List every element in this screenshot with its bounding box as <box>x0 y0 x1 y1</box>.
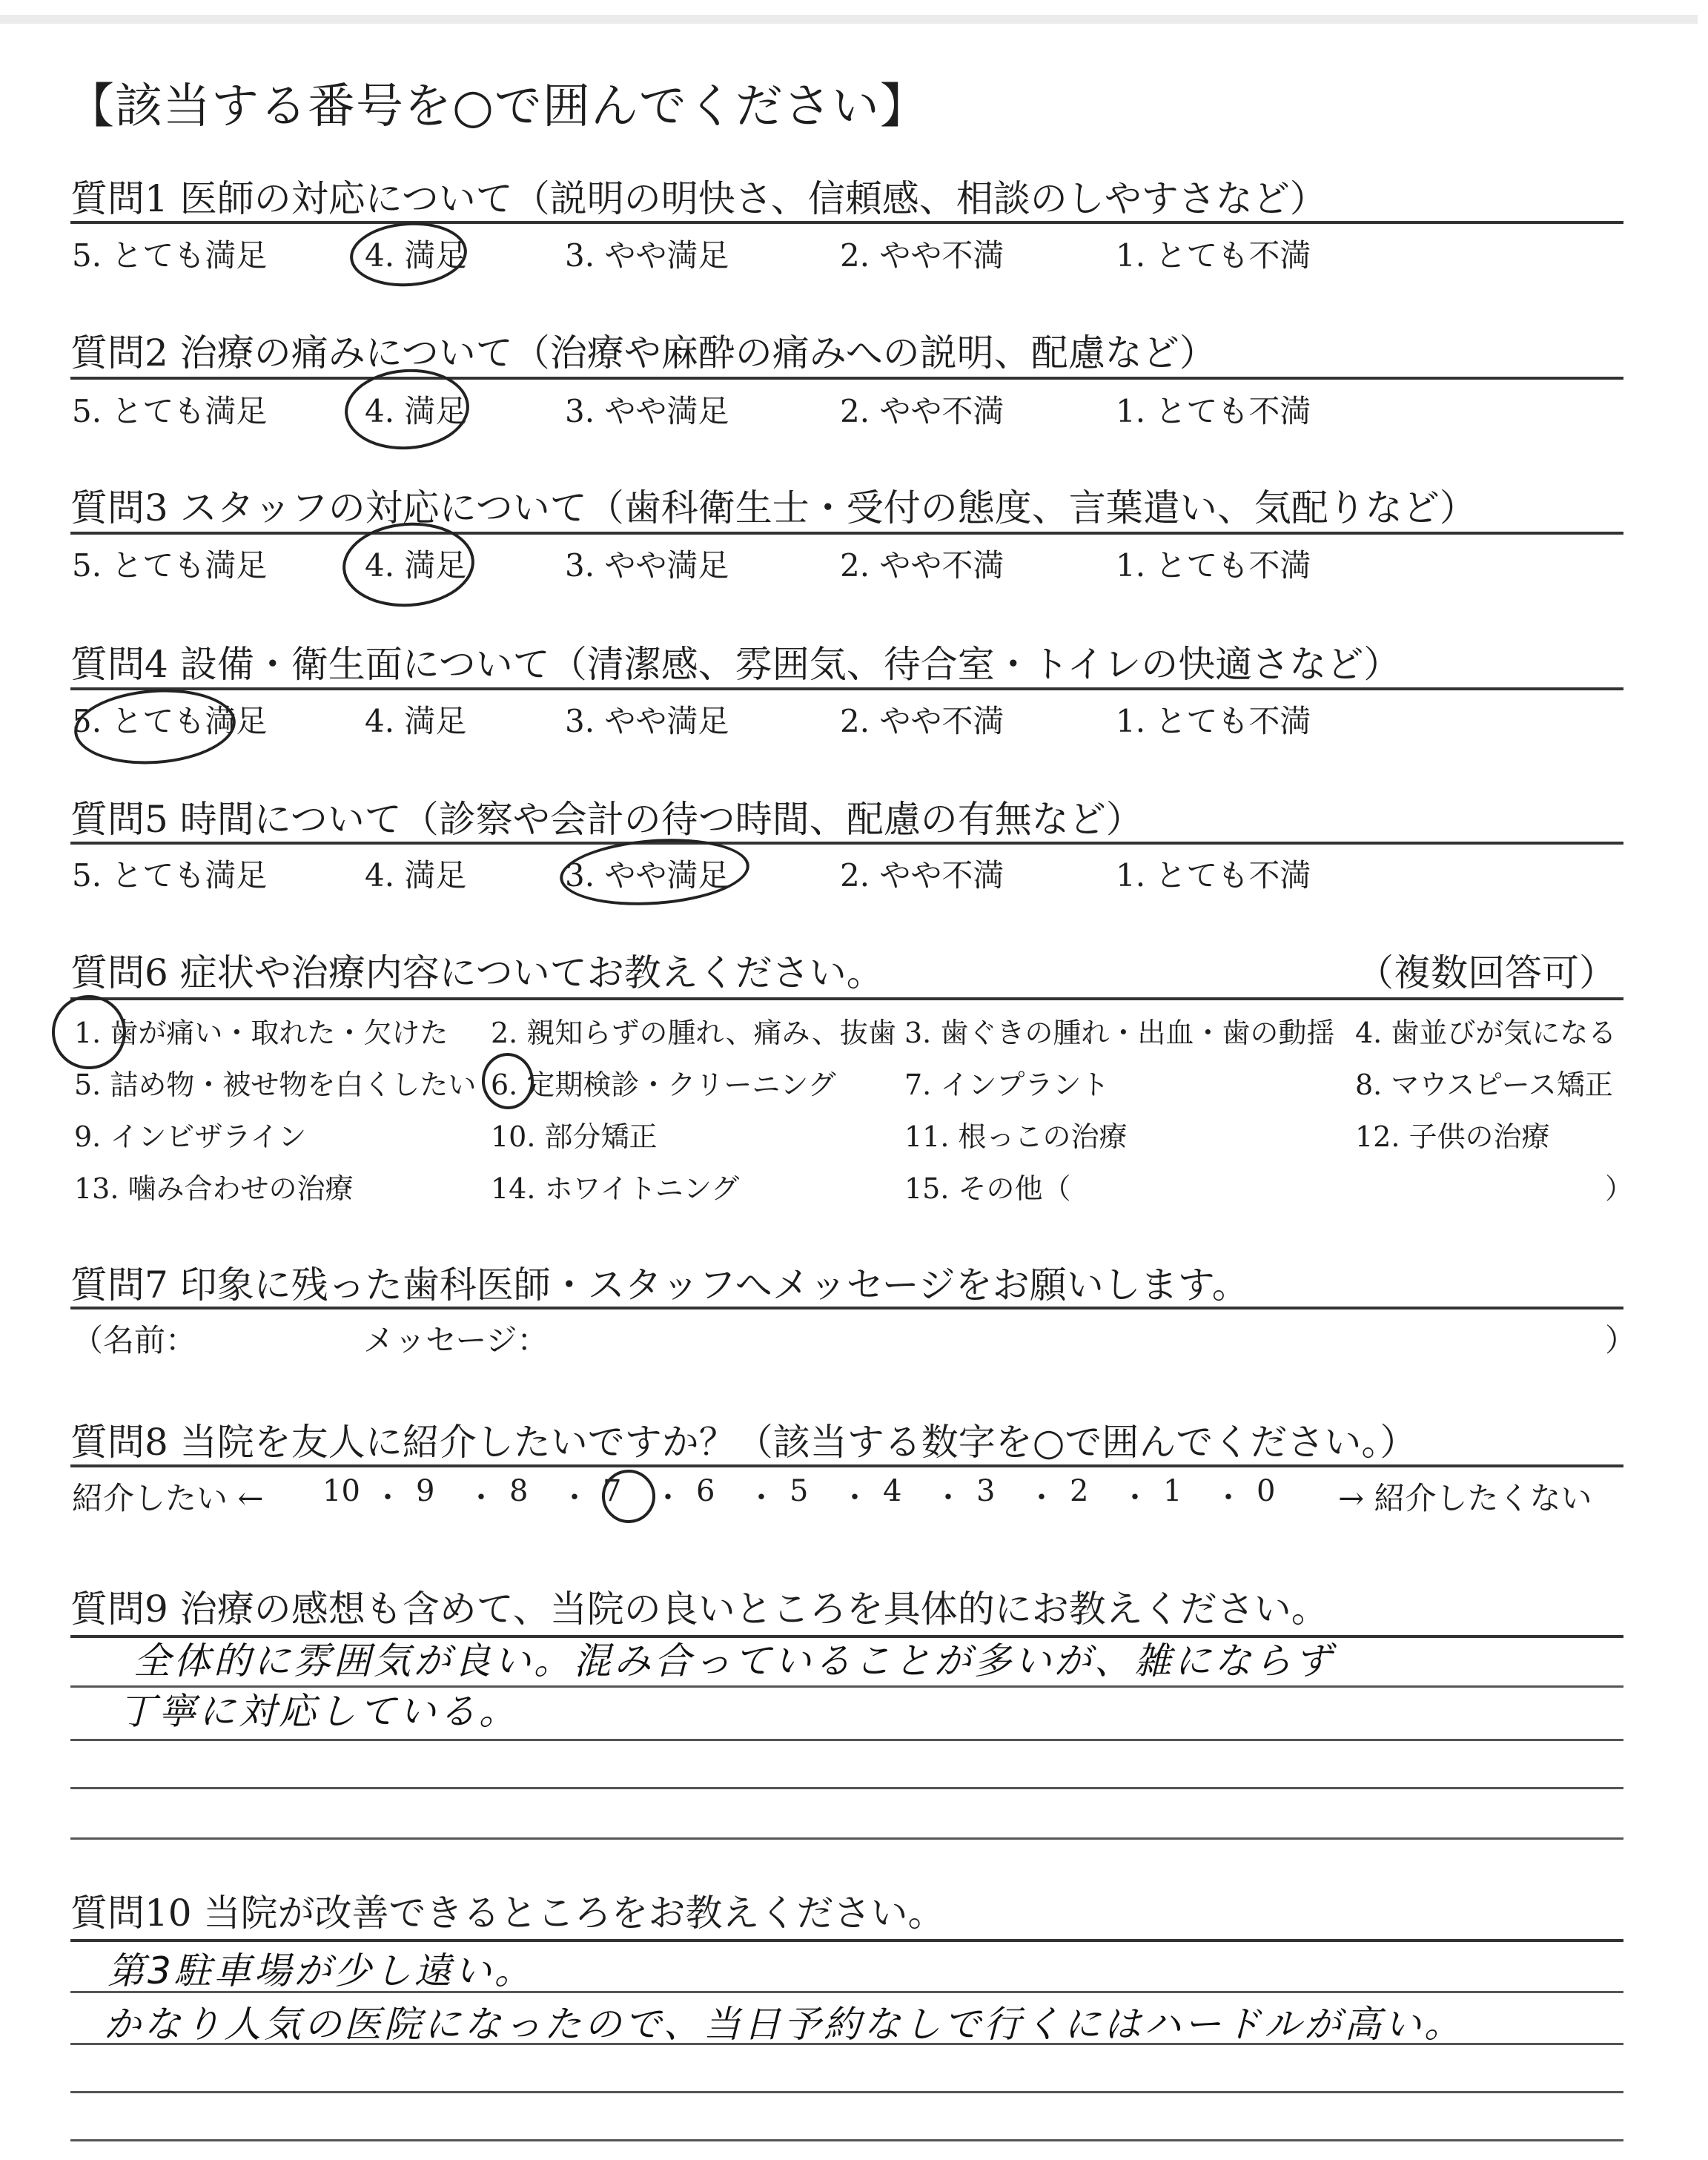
q6-option-7[interactable]: 7. インプラント <box>904 1069 1110 1101</box>
question-4-rule <box>70 687 1623 690</box>
q10-answer-line-2: かなり人気の医院になったので、当日予約なしで行くにはハードルが高い。 <box>104 2003 1464 2046</box>
recommend-score-10[interactable]: 10 <box>322 1474 360 1508</box>
q4-option-4[interactable]: 4. 満足 <box>365 703 467 739</box>
q5-option-1[interactable]: 1. とても不満 <box>1116 857 1311 894</box>
answer-line <box>70 2139 1623 2141</box>
q1-option-2[interactable]: 2. やや不満 <box>840 237 1004 274</box>
q6-option-11[interactable]: 11. 根っこの治療 <box>904 1120 1128 1153</box>
scale-separator: ・ <box>1120 1481 1150 1515</box>
q6-option-4[interactable]: 4. 歯並びが気になる <box>1355 1017 1617 1049</box>
q2-option-2[interactable]: 2. やや不満 <box>840 393 1004 429</box>
q5-option-2[interactable]: 2. やや不満 <box>840 857 1004 894</box>
scale-separator: ・ <box>373 1481 403 1515</box>
q6-option-8[interactable]: 8. マウスピース矯正 <box>1355 1069 1613 1101</box>
question-1-rule <box>70 221 1623 224</box>
q2-option-5[interactable]: 5. とても満足 <box>72 393 268 429</box>
q6-option-5[interactable]: 5. 詰め物・被せ物を白くしたい <box>74 1069 477 1101</box>
q6-option-9[interactable]: 9. インビザライン <box>74 1120 307 1153</box>
recommend-score-1[interactable]: 1 <box>1163 1474 1182 1508</box>
question-1-title: 質問1 医師の対応について（説明の明快さ、信頼感、相談のしやすさなど） <box>70 177 1327 220</box>
page-title: 【該当する番号を○で囲んでください】 <box>67 79 928 134</box>
q4-option-1[interactable]: 1. とても不満 <box>1116 703 1311 739</box>
q3-option-5[interactable]: 5. とても満足 <box>72 547 268 584</box>
q6-option-13[interactable]: 13. 噛み合わせの治療 <box>74 1172 354 1205</box>
q1-option-5[interactable]: 5. とても満足 <box>72 237 268 274</box>
q2-option-3[interactable]: 3. やや満足 <box>565 393 729 429</box>
q3-option-4[interactable]: 4. 満足 <box>365 547 467 584</box>
question-3-rule <box>70 532 1623 535</box>
scale-separator: ・ <box>560 1481 589 1515</box>
q6-option-6[interactable]: 6. 定期検診・クリーニング <box>491 1069 836 1101</box>
recommend-score-0[interactable]: 0 <box>1257 1474 1276 1508</box>
question-9-title: 質問9 治療の感想も含めて、当院の良いところを具体的にお教えください。 <box>70 1588 1328 1631</box>
q7-name-label: （名前： <box>72 1322 197 1358</box>
recommend-score-9[interactable]: 9 <box>416 1474 435 1508</box>
question-6-rule <box>70 997 1623 1000</box>
recommend-score-8[interactable]: 8 <box>509 1474 529 1508</box>
q4-option-2[interactable]: 2. やや不満 <box>840 703 1004 739</box>
question-6-title: 質問6 症状や治療内容についてお教えください。 <box>70 951 884 994</box>
answer-circle <box>348 219 469 291</box>
answer-circle <box>557 833 752 911</box>
q6-option-14[interactable]: 14. ホワイトニング <box>491 1172 740 1205</box>
q6-option-2[interactable]: 2. 親知らずの腫れ、痛み、抜歯 <box>491 1017 896 1049</box>
scale-separator: ・ <box>466 1481 496 1515</box>
q9-answer-line-1: 全体的に雰囲気が良い。混み合っていることが多いが、雑にならず <box>133 1639 1334 1682</box>
q6-option-10[interactable]: 10. 部分矯正 <box>491 1120 658 1153</box>
q4-option-5[interactable]: 5. とても満足 <box>72 703 268 739</box>
q5-option-5[interactable]: 5. とても満足 <box>72 857 268 894</box>
q6-other-close-paren: ） <box>1605 1172 1634 1205</box>
question-2-rule <box>70 377 1623 380</box>
recommend-score-4[interactable]: 4 <box>883 1474 902 1508</box>
q3-option-2[interactable]: 2. やや不満 <box>840 547 1004 584</box>
q3-option-3[interactable]: 3. やや満足 <box>565 547 729 584</box>
q1-option-3[interactable]: 3. やや満足 <box>565 237 729 274</box>
recommend-score-7[interactable]: 7 <box>603 1474 622 1508</box>
question-8-rule <box>70 1464 1623 1467</box>
scale-separator: ・ <box>653 1481 683 1515</box>
q6-option-3[interactable]: 3. 歯ぐきの腫れ・出血・歯の動揺 <box>904 1017 1335 1049</box>
q2-option-1[interactable]: 1. とても不満 <box>1116 393 1311 429</box>
multiple-answers-note: （複数回答可） <box>1357 951 1616 994</box>
q2-option-4[interactable]: 4. 満足 <box>365 393 467 429</box>
question-5-rule <box>70 842 1623 845</box>
question-7-title: 質問7 印象に残った歯科医師・スタッフへメッセージをお願いします。 <box>70 1264 1249 1307</box>
question-3-title: 質問3 スタッフの対応について（歯科衛生士・受付の態度、言葉遣い、気配りなど） <box>70 486 1477 529</box>
q3-option-1[interactable]: 1. とても不満 <box>1116 547 1311 584</box>
answer-line <box>70 1837 1623 1840</box>
q9-answer-line-2: 丁寧に対応している。 <box>119 1690 519 1733</box>
q6-option-15[interactable]: 15. その他（ <box>904 1172 1071 1205</box>
q7-message-label: メッセージ： <box>363 1322 549 1358</box>
question-2-title: 質問2 治療の痛みについて（治療や麻酔の痛みへの説明、配慮など） <box>70 331 1217 374</box>
recommend-score-5[interactable]: 5 <box>790 1474 809 1508</box>
q1-option-4[interactable]: 4. 満足 <box>365 237 467 274</box>
answer-line <box>70 2091 1623 2093</box>
recommend-score-6[interactable]: 6 <box>696 1474 715 1508</box>
q1-option-1[interactable]: 1. とても不満 <box>1116 237 1311 274</box>
question-5-title: 質問5 時間について（診察や会計の待つ時間、配慮の有無など） <box>70 798 1143 841</box>
answer-line <box>70 1739 1623 1741</box>
recommend-right-label: → 紹介したくない <box>1338 1480 1592 1516</box>
scale-separator: ・ <box>840 1481 870 1515</box>
question-4-title: 質問4 設備・衛生面について（清潔感、雰囲気、待合室・トイレの快適さなど） <box>70 643 1401 686</box>
q6-option-12[interactable]: 12. 子供の治療 <box>1355 1120 1550 1153</box>
q4-option-3[interactable]: 3. やや満足 <box>565 703 729 739</box>
answer-circle <box>50 993 129 1072</box>
answer-line <box>70 1787 1623 1789</box>
scale-separator: ・ <box>747 1481 776 1515</box>
q10-answer-line-1: 第3駐車場が少し遠い。 <box>107 1949 534 1992</box>
q6-option-1[interactable]: 1. 歯が痛い・取れた・欠けた <box>74 1017 448 1049</box>
scale-separator: ・ <box>1214 1481 1243 1515</box>
question-10-title: 質問10 当院が改善できるところをお教えください。 <box>70 1892 945 1935</box>
question-7-rule <box>70 1307 1623 1309</box>
recommend-score-2[interactable]: 2 <box>1070 1474 1089 1508</box>
q5-option-3[interactable]: 3. やや満足 <box>565 857 729 894</box>
recommend-left-label: 紹介したい ← <box>72 1480 264 1516</box>
question-8-title: 質問8 当院を友人に紹介したいですか？（該当する数字を○で囲んでください。） <box>70 1421 1417 1464</box>
q5-option-4[interactable]: 4. 満足 <box>365 857 467 894</box>
recommend-score-3[interactable]: 3 <box>976 1474 996 1508</box>
q7-close-paren: ） <box>1605 1322 1637 1358</box>
scan-edge <box>0 15 1698 24</box>
scale-separator: ・ <box>933 1481 963 1515</box>
scale-separator: ・ <box>1027 1481 1056 1515</box>
